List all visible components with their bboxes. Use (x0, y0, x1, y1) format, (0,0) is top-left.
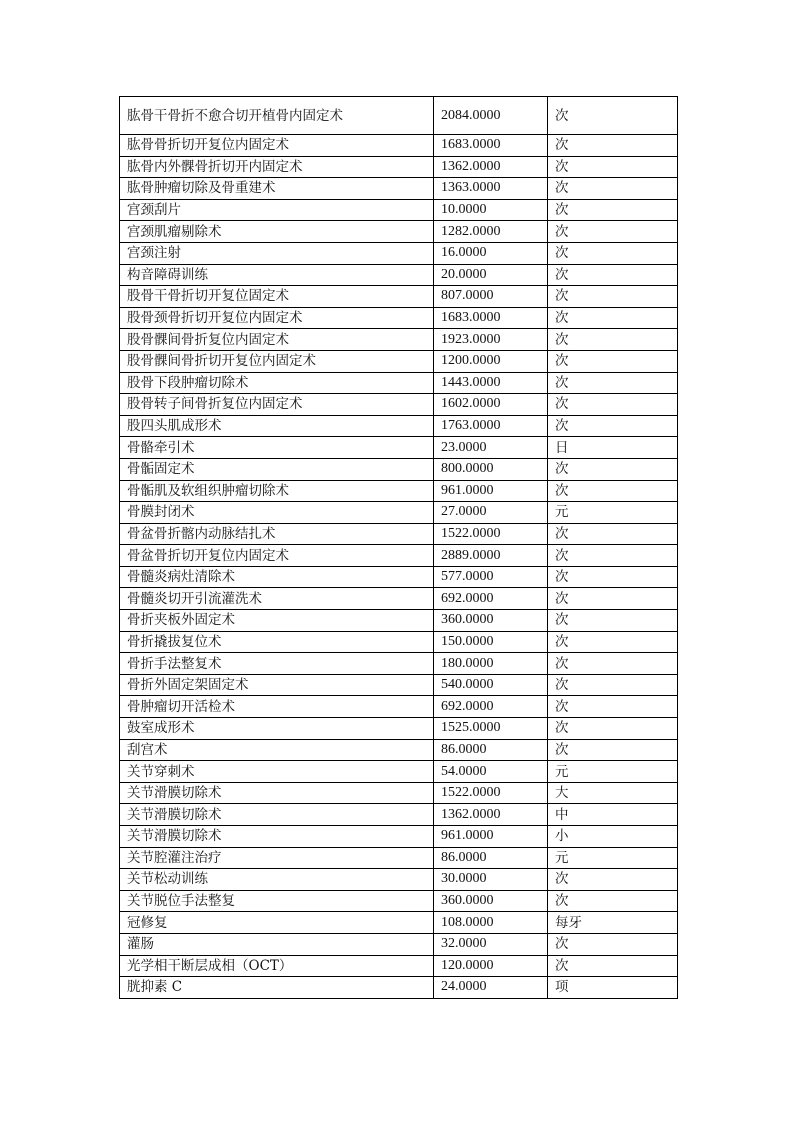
price-cell: 1282.0000 (434, 221, 548, 243)
price-cell: 1363.0000 (434, 178, 548, 200)
procedure-name-cell: 冠修复 (120, 912, 434, 934)
procedure-name-cell: 关节滑膜切除术 (120, 804, 434, 826)
price-cell: 961.0000 (434, 826, 548, 848)
table-row (120, 458, 678, 480)
price-cell: 360.0000 (434, 890, 548, 912)
unit-cell: 日 (548, 437, 678, 459)
table-row (120, 804, 678, 826)
procedure-name-cell: 肱骨内外髁骨折切开内固定术 (120, 156, 434, 178)
procedure-name-cell: 骨髓炎切开引流灌洗术 (120, 588, 434, 610)
price-cell: 23.0000 (434, 437, 548, 459)
procedure-name-cell: 骨膜封闭术 (120, 502, 434, 524)
unit-cell: 次 (548, 97, 678, 135)
price-cell: 1763.0000 (434, 415, 548, 437)
table-row (120, 242, 678, 264)
price-cell: 2084.0000 (434, 97, 548, 135)
price-cell: 1362.0000 (434, 804, 548, 826)
procedure-name-cell: 宫颈刮片 (120, 199, 434, 221)
table-row (120, 653, 678, 675)
table-row (120, 178, 678, 200)
unit-cell: 次 (548, 933, 678, 955)
unit-cell: 次 (548, 523, 678, 545)
unit-cell: 元 (548, 761, 678, 783)
table-row (120, 890, 678, 912)
table-row (120, 977, 678, 999)
price-cell: 32.0000 (434, 933, 548, 955)
price-cell: 1443.0000 (434, 372, 548, 394)
table-row (120, 955, 678, 977)
price-cell: 1683.0000 (434, 307, 548, 329)
table-row (120, 761, 678, 783)
procedure-name-cell: 关节腔灌注治疗 (120, 847, 434, 869)
table-row (120, 869, 678, 891)
price-cell: 180.0000 (434, 653, 548, 675)
procedure-name-cell: 构音障碍训练 (120, 264, 434, 286)
table-row (120, 566, 678, 588)
unit-cell: 次 (548, 718, 678, 740)
procedure-name-cell: 关节滑膜切除术 (120, 826, 434, 848)
table-row (120, 135, 678, 157)
procedure-name-cell: 肱骨骨折切开复位内固定术 (120, 135, 434, 157)
procedure-name-cell: 灌肠 (120, 933, 434, 955)
table-row (120, 437, 678, 459)
table-row (120, 674, 678, 696)
table-row (120, 545, 678, 567)
unit-cell: 次 (548, 653, 678, 675)
price-table (119, 96, 678, 999)
price-cell: 108.0000 (434, 912, 548, 934)
procedure-name-cell: 宫颈注射 (120, 242, 434, 264)
table-row (120, 264, 678, 286)
price-cell: 27.0000 (434, 502, 548, 524)
unit-cell: 次 (548, 588, 678, 610)
price-cell: 10.0000 (434, 199, 548, 221)
unit-cell: 次 (548, 890, 678, 912)
price-cell: 540.0000 (434, 674, 548, 696)
procedure-name-cell: 鼓室成形术 (120, 718, 434, 740)
price-cell: 150.0000 (434, 631, 548, 653)
price-cell: 16.0000 (434, 242, 548, 264)
table-row (120, 739, 678, 761)
table-row (120, 97, 678, 135)
unit-cell: 元 (548, 502, 678, 524)
table-row (120, 523, 678, 545)
unit-cell: 小 (548, 826, 678, 848)
price-cell: 1923.0000 (434, 329, 548, 351)
procedure-name-cell: 骨骺固定术 (120, 458, 434, 480)
procedure-name-cell: 骨髓炎病灶清除术 (120, 566, 434, 588)
table-row (120, 372, 678, 394)
unit-cell: 次 (548, 458, 678, 480)
table-row (120, 415, 678, 437)
table-row (120, 718, 678, 740)
procedure-name-cell: 骨折撬拔复位术 (120, 631, 434, 653)
price-cell: 800.0000 (434, 458, 548, 480)
table-row (120, 696, 678, 718)
procedure-name-cell: 刮宫术 (120, 739, 434, 761)
price-cell: 692.0000 (434, 588, 548, 610)
unit-cell: 中 (548, 804, 678, 826)
table-row (120, 933, 678, 955)
procedure-name-cell: 骨盆骨折切开复位内固定术 (120, 545, 434, 567)
price-cell: 692.0000 (434, 696, 548, 718)
table-row (120, 394, 678, 416)
price-cell: 54.0000 (434, 761, 548, 783)
unit-cell: 次 (548, 199, 678, 221)
unit-cell: 次 (548, 372, 678, 394)
table-row (120, 847, 678, 869)
unit-cell: 项 (548, 977, 678, 999)
price-cell: 2889.0000 (434, 545, 548, 567)
price-cell: 86.0000 (434, 739, 548, 761)
price-cell: 1522.0000 (434, 523, 548, 545)
procedure-name-cell: 关节穿刺术 (120, 761, 434, 783)
price-cell: 1200.0000 (434, 350, 548, 372)
table-row (120, 199, 678, 221)
unit-cell: 次 (548, 178, 678, 200)
price-cell: 120.0000 (434, 955, 548, 977)
unit-cell: 元 (548, 847, 678, 869)
unit-cell: 次 (548, 545, 678, 567)
price-cell: 20.0000 (434, 264, 548, 286)
unit-cell: 次 (548, 394, 678, 416)
price-cell: 1362.0000 (434, 156, 548, 178)
procedure-name-cell: 骨肿瘤切开活检术 (120, 696, 434, 718)
table-row (120, 588, 678, 610)
procedure-name-cell: 股骨颈骨折切开复位内固定术 (120, 307, 434, 329)
procedure-name-cell: 股骨髁间骨折切开复位内固定术 (120, 350, 434, 372)
procedure-name-cell: 骨盆骨折髂内动脉结扎术 (120, 523, 434, 545)
price-cell: 86.0000 (434, 847, 548, 869)
procedure-name-cell: 肱骨肿瘤切除及骨重建术 (120, 178, 434, 200)
unit-cell: 次 (548, 286, 678, 308)
table-row (120, 480, 678, 502)
table-row (120, 502, 678, 524)
table-row (120, 350, 678, 372)
unit-cell: 次 (548, 135, 678, 157)
procedure-name-cell: 关节滑膜切除术 (120, 782, 434, 804)
procedure-name-cell: 骨折外固定架固定术 (120, 674, 434, 696)
unit-cell: 次 (548, 221, 678, 243)
procedure-name-cell: 胱抑素 C (120, 977, 434, 999)
procedure-name-cell: 骨骼牵引术 (120, 437, 434, 459)
unit-cell: 次 (548, 415, 678, 437)
price-cell: 30.0000 (434, 869, 548, 891)
procedure-name-cell: 骨折夹板外固定术 (120, 610, 434, 632)
procedure-name-cell: 关节脱位手法整复 (120, 890, 434, 912)
unit-cell: 次 (548, 329, 678, 351)
unit-cell: 次 (548, 869, 678, 891)
procedure-name-cell: 股骨转子间骨折复位内固定术 (120, 394, 434, 416)
price-cell: 24.0000 (434, 977, 548, 999)
procedure-name-cell: 股四头肌成形术 (120, 415, 434, 437)
unit-cell: 次 (548, 242, 678, 264)
table-body (120, 97, 678, 999)
procedure-name-cell: 关节松动训练 (120, 869, 434, 891)
price-cell: 961.0000 (434, 480, 548, 502)
unit-cell: 次 (548, 696, 678, 718)
procedure-name-cell: 股骨下段肿瘤切除术 (120, 372, 434, 394)
unit-cell: 次 (548, 307, 678, 329)
table-row (120, 782, 678, 804)
procedure-name-cell: 宫颈肌瘤剔除术 (120, 221, 434, 243)
procedure-name-cell: 骨骺肌及软组织肿瘤切除术 (120, 480, 434, 502)
procedure-name-cell: 股骨干骨折切开复位固定术 (120, 286, 434, 308)
unit-cell: 次 (548, 739, 678, 761)
unit-cell: 次 (548, 955, 678, 977)
procedure-name-cell: 光学相干断层成相（OCT） (120, 955, 434, 977)
unit-cell: 大 (548, 782, 678, 804)
table-row (120, 329, 678, 351)
unit-cell: 次 (548, 566, 678, 588)
unit-cell: 次 (548, 674, 678, 696)
table-row (120, 156, 678, 178)
unit-cell: 次 (548, 480, 678, 502)
price-cell: 1522.0000 (434, 782, 548, 804)
price-cell: 1602.0000 (434, 394, 548, 416)
table-row (120, 610, 678, 632)
price-cell: 360.0000 (434, 610, 548, 632)
unit-cell: 次 (548, 350, 678, 372)
procedure-name-cell: 股骨髁间骨折复位内固定术 (120, 329, 434, 351)
table-row (120, 826, 678, 848)
price-cell: 1525.0000 (434, 718, 548, 740)
table-row (120, 631, 678, 653)
unit-cell: 次 (548, 610, 678, 632)
unit-cell: 次 (548, 156, 678, 178)
table-row (120, 307, 678, 329)
price-cell: 577.0000 (434, 566, 548, 588)
unit-cell: 次 (548, 631, 678, 653)
price-cell: 1683.0000 (434, 135, 548, 157)
price-cell: 807.0000 (434, 286, 548, 308)
unit-cell: 每牙 (548, 912, 678, 934)
procedure-name-cell: 骨折手法整复术 (120, 653, 434, 675)
procedure-name-cell: 肱骨干骨折不愈合切开植骨内固定术 (120, 97, 434, 135)
unit-cell: 次 (548, 264, 678, 286)
table-row (120, 912, 678, 934)
table-row (120, 221, 678, 243)
table-row (120, 286, 678, 308)
